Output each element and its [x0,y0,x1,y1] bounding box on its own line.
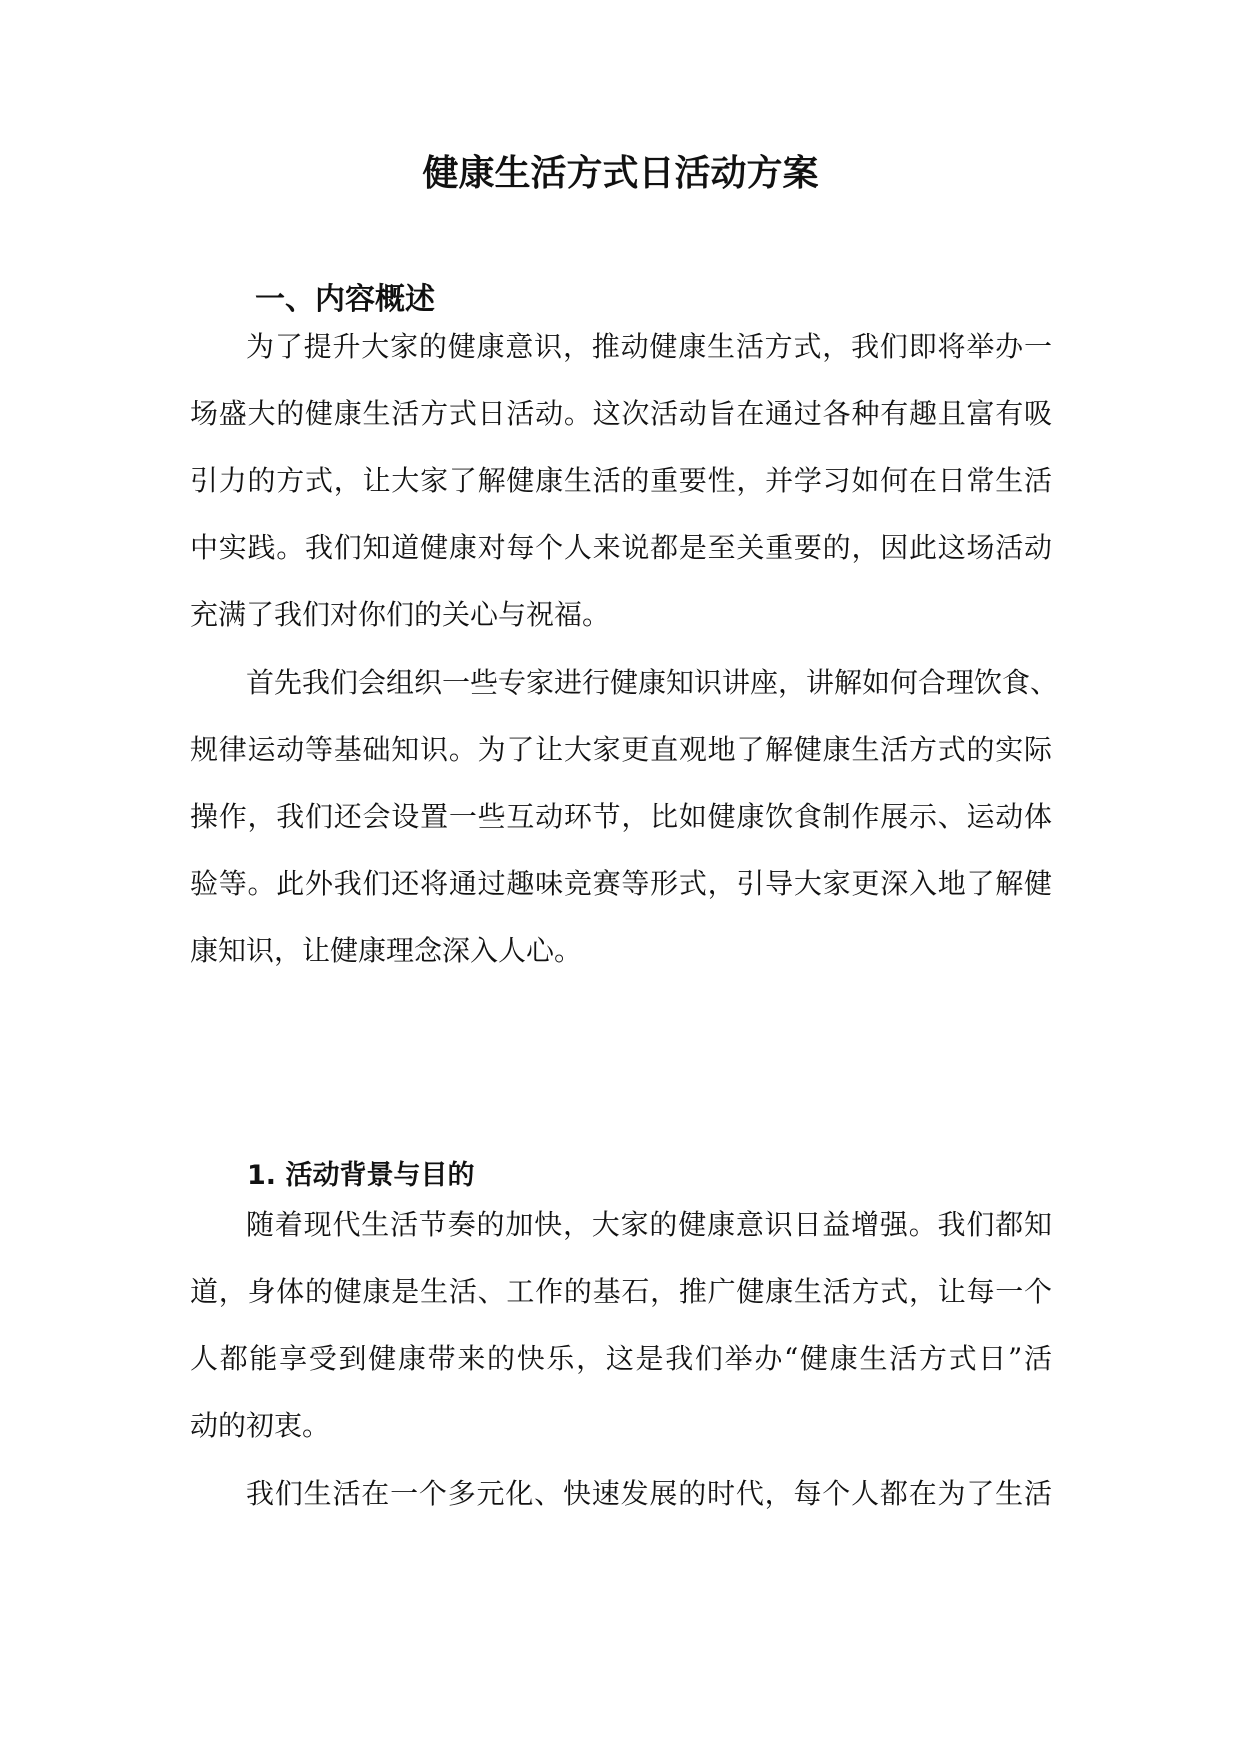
paragraph-activities [190,649,1059,984]
text-line: 验等。此外我们还将通过趣味竞赛等形式，引导大家更深入地了解健 [190,867,1052,900]
text-line: 我们生活在一个多元化、快速发展的时代，每个人都在为了生活 [246,1477,1052,1510]
paragraph-background [190,1191,1052,1459]
document-title: 健康生活方式日活动方案 [422,153,819,194]
text-line: 随着现代生活节奏的加快，大家的健康意识日益增强。我们都知 [246,1208,1052,1241]
text-line: 为了提升大家的健康意识，推动健康生活方式，我们即将举办一 [246,330,1052,363]
text-line: 道，身体的健康是生活、工作的基石，推广健康生活方式，让每一个 [190,1275,1052,1308]
paragraph-intro [190,313,1052,648]
text-line: 人都能享受到健康带来的快乐，这是我们举办“健康生活方式日”活 [190,1342,1052,1375]
text-line: 引力的方式，让大家了解健康生活的重要性，并学习如何在日常生活 [190,464,1052,497]
text-line: 规律运动等基础知识。为了让大家更直观地了解健康生活方式的实际 [190,733,1052,766]
text-line: 充满了我们对你们的关心与祝福。 [190,598,611,631]
text-line: 首先我们会组织一些专家进行健康知识讲座，讲解如何合理饮食、 [246,666,1059,699]
subsection-heading-background: 1. 活动背景与目的 [247,1160,475,1191]
text-line: 康知识，让健康理念深入人心。 [190,934,583,967]
paragraph-era [190,1460,1052,1527]
text-line: 操作，我们还会设置一些互动环节，比如健康饮食制作展示、运动体 [190,800,1052,833]
text-line: 中实践。我们知道健康对每个人来说都是至关重要的，因此这场活动 [190,531,1052,564]
text-line: 场盛大的健康生活方式日活动。这次活动旨在通过各种有趣且富有吸 [190,397,1052,430]
section-heading-overview: 一、内容概述 [255,282,435,317]
text-line: 动的初衷。 [190,1409,331,1442]
